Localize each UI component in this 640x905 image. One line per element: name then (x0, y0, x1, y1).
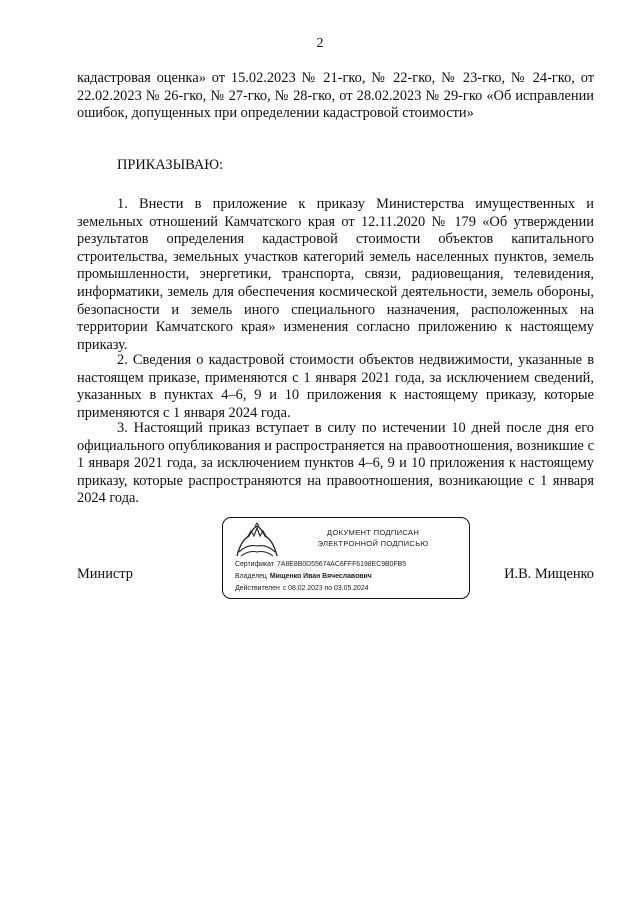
owner-value: Мищенко Иван Вячеславович (269, 573, 372, 580)
electronic-signature-stamp (222, 517, 470, 599)
validity-label: Действителен (235, 585, 280, 592)
stamp-owner-row (235, 571, 467, 583)
kamchatka-coat-of-arms-icon (235, 522, 279, 560)
stamp-certificate-row (235, 559, 467, 571)
owner-label: Владелец (235, 573, 267, 580)
page-number: 2 (316, 36, 324, 51)
order-heading: ПРИКАЗЫВАЮ: (117, 157, 224, 173)
validity-value: с 08.02.2023 по 03.05.2024 (282, 585, 369, 592)
intro-paragraph: кадастровая оценка» от 15.02.2023 № 21-гко, № 22-гко, № 23-гко, № 24-гко, от 22.02.2023 № 26-гко, № 27-гко, № 28-гко, от 28.02.2023 № 29-гко «Об исправлении ошибок, допущенных при определении кадастровой стоимости» (77, 70, 594, 122)
stamp-title-line-1: ДОКУМЕНТ ПОДПИСАН (326, 528, 420, 537)
order-item-3: 3. Настоящий приказ вступает в силу по истечении 10 дней после дня его официального опубликования и распространяется на правоотношения, возникшие с 1 января 2021 года, за исключением пунктов 4–6, 9 и 10 приложения к настоящему приказу, которые распространяются на правоотношения, возникающие с 1 января 2024 года. (77, 420, 594, 507)
signer-name: И.В. Мищенко (504, 566, 594, 582)
order-item-2: 2. Сведения о кадастровой стоимости объектов недвижимости, указанные в настоящем приказе, применяются с 1 января 2021 года, за исключением сведений, указанных в пунктах 4–6, 9 и 10 приложения к настоящему приказу, которые применяются с 1 января 2024 года. (77, 352, 594, 421)
signer-position: Министр (77, 566, 133, 582)
stamp-title (283, 527, 463, 549)
certificate-label: Сертификат (235, 561, 275, 568)
stamp-details (235, 559, 467, 595)
stamp-validity-row (235, 583, 467, 595)
order-item-1: 1. Внести в приложение к приказу Министерства имущественных и земельных отношений Камчатского края от 12.11.2020 № 179 «Об утверждении результатов определения кадастровой стоимости объектов капитального строительства, земельных участков категорий земель населенных пунктов, земель промышленности, энергетики, транспорта, связи, радиовещания, телевидения, информатики, земель для обеспечения космической деятельности, земель обороны, безопасности и земель иного специального назначения, расположенных на территории Камчатского края» изменения согласно приложению к настоящему приказу. (77, 196, 594, 353)
stamp-title-line-2: ЭЛЕКТРОННОЙ ПОДПИСЬЮ (317, 539, 429, 548)
certificate-value: 7A8E8B0D55674AC6FFF6198EC9B0FB5 (277, 561, 407, 568)
